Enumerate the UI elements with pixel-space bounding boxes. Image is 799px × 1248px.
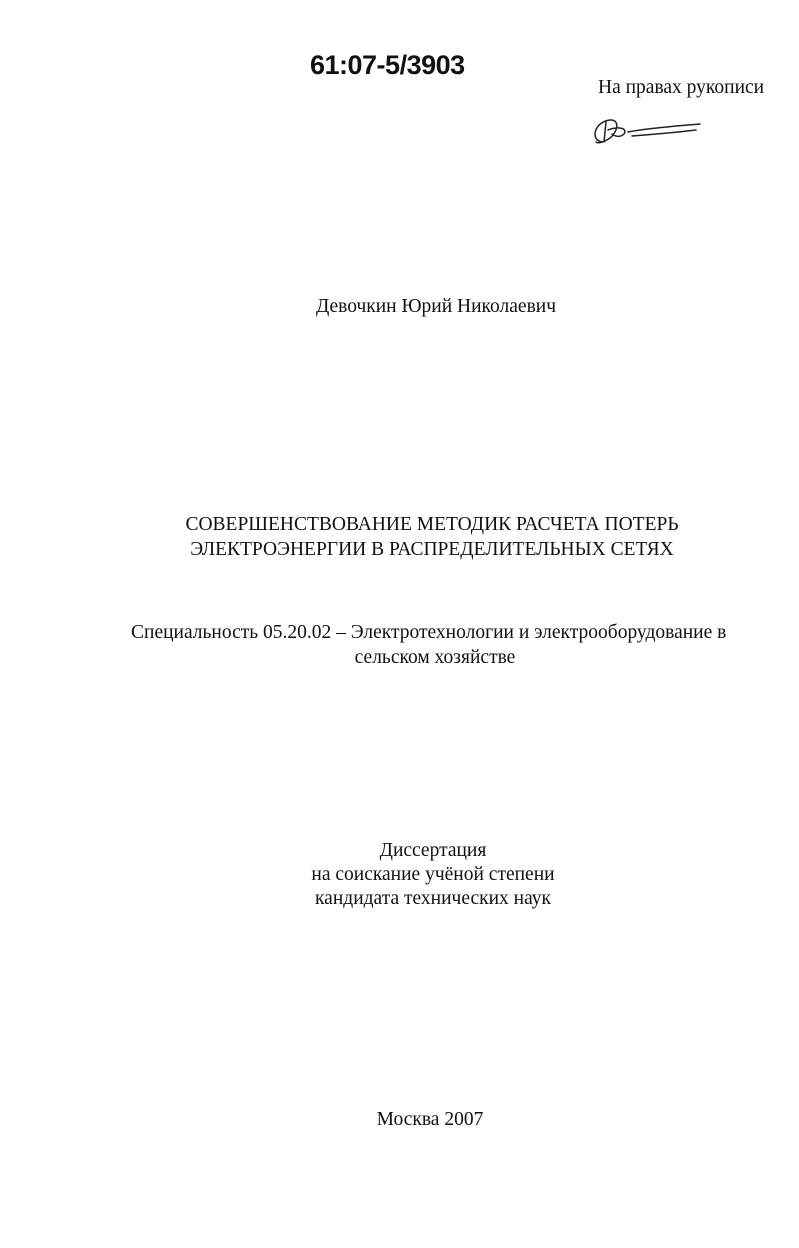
specialty-line-2: сельском хозяйстве <box>354 647 516 668</box>
specialty-line-1: Специальность 05.20.02 – Электротехнологии и электрооборудование в <box>131 622 727 643</box>
rights-notice: На правах рукописи <box>598 77 765 98</box>
degree-line-2: на соискание учёной степени <box>311 864 555 885</box>
thesis-title-line-1: СОВЕРШЕНСТВОВАНИЕ МЕТОДИК РАСЧЕТА ПОТЕРЬ <box>185 514 679 535</box>
thesis-title-line-2: ЭЛЕКТРОЭНЕРГИИ В РАСПРЕДЕЛИТЕЛЬНЫХ СЕТЯХ <box>190 539 674 560</box>
handwritten-signature <box>588 112 708 157</box>
degree-line-3: кандидата технических наук <box>315 888 551 909</box>
degree-line-1: Диссертация <box>379 840 487 861</box>
author-name: Девочкин Юрий Николаевич <box>315 296 557 317</box>
registry-code: 61:07-5/3903 <box>310 50 465 80</box>
place-and-year: Москва 2007 <box>376 1109 484 1130</box>
